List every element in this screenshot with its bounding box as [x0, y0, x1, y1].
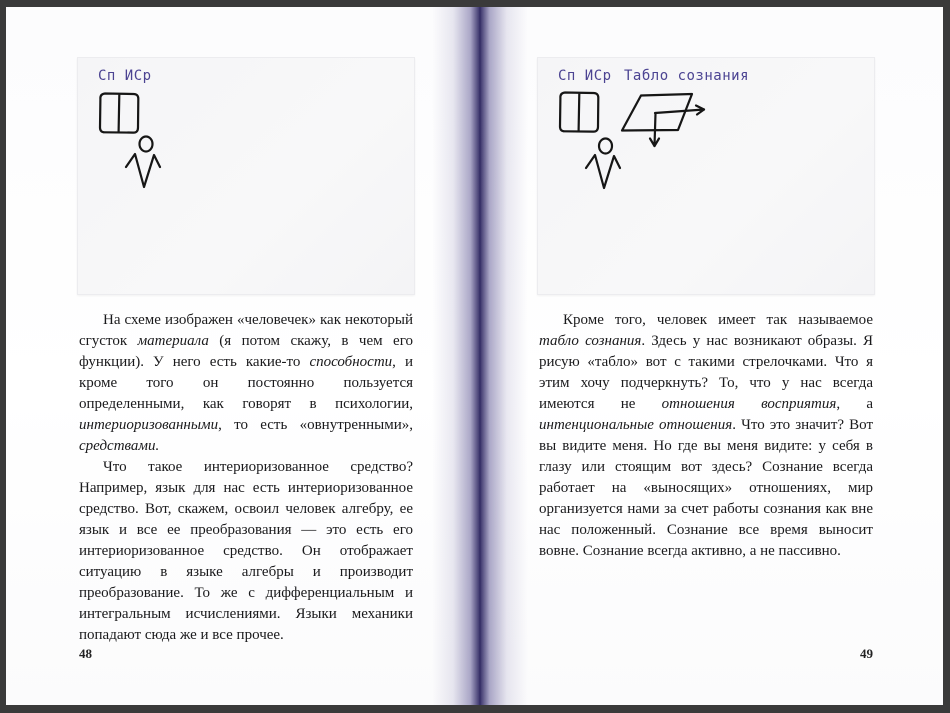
paragraph: Кроме того, человек имеет так называемое табло сознания. Здесь у нас возникают образы. Я рисую «табло» вот с такими стрелочками. Что я этим хочу подчеркнуть? То, что у нас всегда имеются не отношения восприятия, а интенциональные отношения. Что это значит? Вот вы видите меня. Но где вы меня видите: у себя в глазу или стоящим вот здесь? Сознание всегда работает на «выносящих» отношениях, мир организуется нами за счет работы сознания как вне нас положенный. Сознание все время выносит вовне. Сознание всегда активно, а не пассивно.: [539, 312, 874, 559]
paragraph: На схеме изображен «человечек» как некоторый сгусток материала (я потом скажу, в чем его функции). У него есть какие-то способности, и кроме того он постоянно пользуется определенными, как говорят в психологии, интериоризованными, то есть «овнутренными», средствами.: [79, 312, 413, 454]
figure-label-sp-isr: Сп ИСр: [98, 68, 152, 84]
right-arrow-sketch: [655, 106, 704, 115]
page-number-left: 48: [79, 646, 92, 661]
book-spread: [6, 7, 943, 705]
right-figure-card: [537, 57, 875, 295]
left-page: [6, 7, 476, 705]
left-figure-card: [77, 57, 415, 295]
right-page-text: [539, 310, 873, 562]
divided-box-sketch: [100, 94, 138, 133]
figure-label-tablo-soznaniya: Табло сознания: [624, 68, 750, 84]
left-page-text: [79, 310, 413, 646]
stick-figure-sketch: [586, 139, 620, 189]
right-figure-sketch: [538, 58, 874, 294]
divided-box-sketch: [560, 93, 598, 132]
stick-figure-sketch: [126, 137, 160, 188]
paragraph: Что такое интериоризованное средство? Например, язык для нас есть интериоризованное средство. Вот, скажем, освоил человек алгебру, ее язык и все ее преобразования — это есть его интериоризованное средство. Он отображает ситуацию в языке алгебры и производит преобразование. То же с дифференциальным и интегральным исчислениями. Языки механики попадают сюда же и все прочее.: [79, 459, 413, 643]
page-number-right: 49: [860, 646, 873, 661]
figure-label-sp-isr: Сп ИСр: [558, 68, 612, 84]
right-page: [472, 7, 942, 705]
left-figure-sketch: [78, 58, 414, 294]
